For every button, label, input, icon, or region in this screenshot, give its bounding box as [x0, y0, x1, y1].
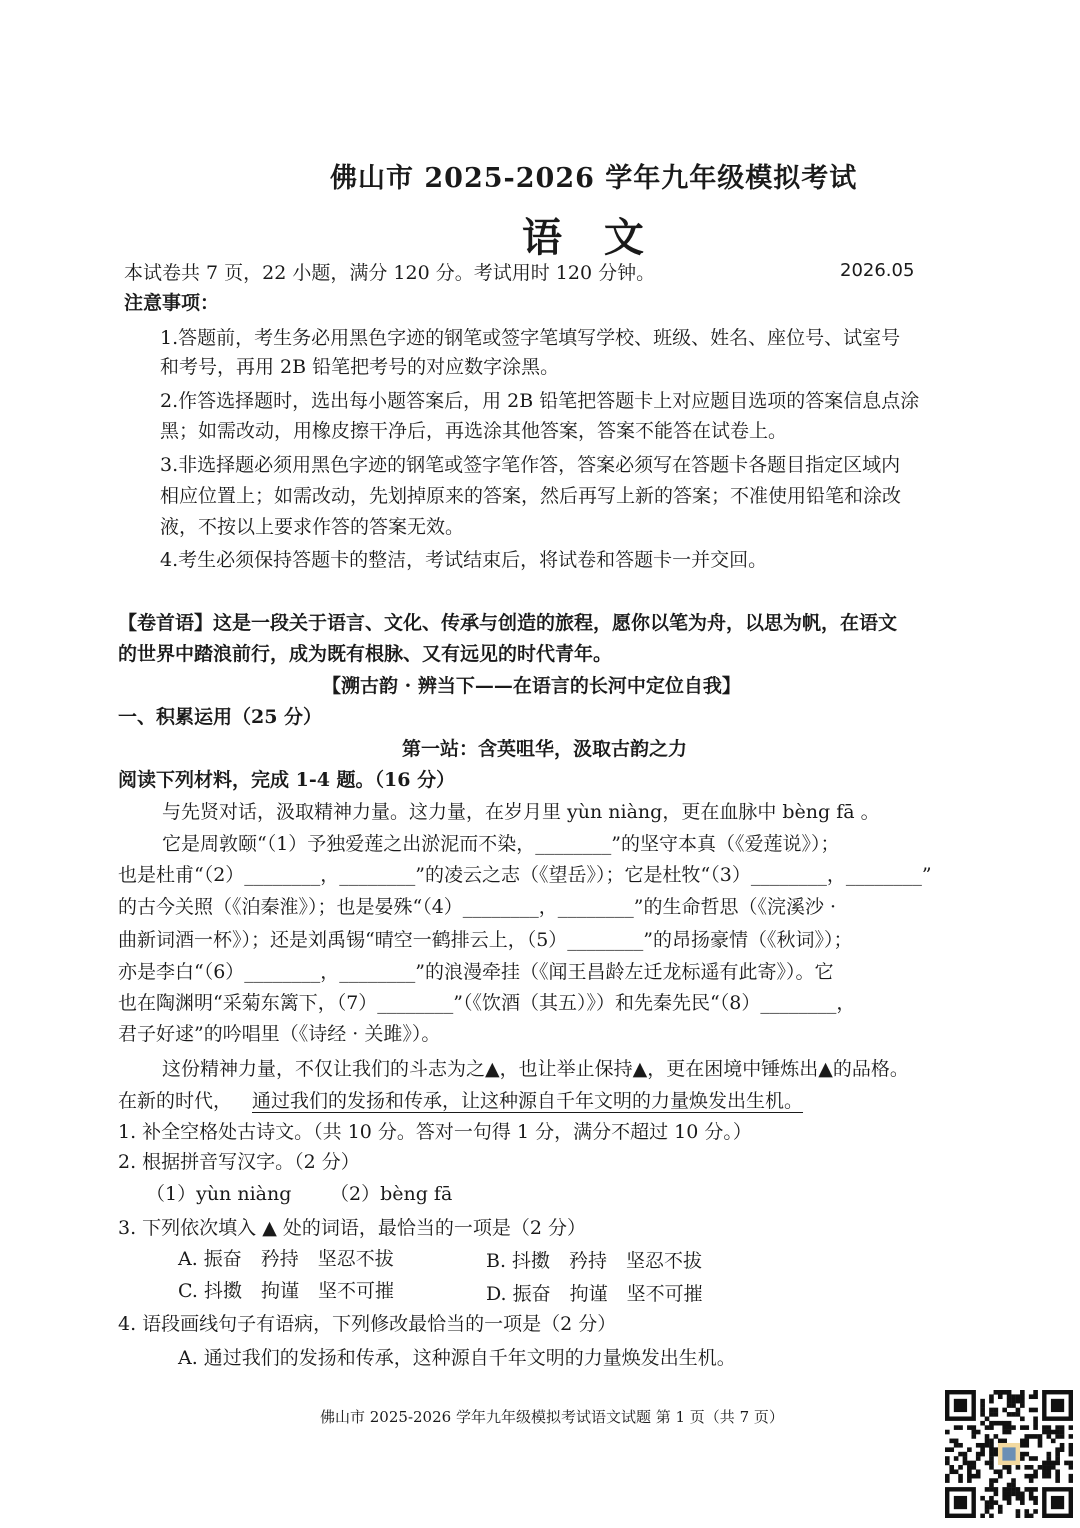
- question-2-item: （2）bèng fā: [330, 1183, 453, 1205]
- preface-line: 【卷首语】这是一段关于语言、文化、传承与创造的旅程，愿你以笔为舟，以思为帆，在语文: [118, 612, 898, 634]
- section-heading: 一、积累运用（25 分）: [118, 706, 323, 728]
- notice-line: 相应位置上；如需改动，先划掉原来的答案，然后再写上新的答案；不准使用铅笔和涂改: [160, 485, 902, 507]
- passage-line: 君子好逑”的吟唱里（《诗经 · 关雎》）。: [118, 1023, 441, 1045]
- page-footer: 佛山市 2025-2026 学年九年级模拟考试语文试题 第 1 页（共 7 页）: [320, 1408, 784, 1426]
- notice-line: 3.非选择题必须用黑色字迹的钢笔或签字笔作答，答案必须写在答题卡各题目指定区域内: [160, 454, 901, 476]
- underlined-sentence: 通过我们的发扬和传承，让这种源自千年文明的力量焕发出生机。: [252, 1090, 804, 1112]
- subject-title: 语 文: [522, 214, 658, 261]
- question-2-item: （1）yùn niàng: [146, 1183, 292, 1205]
- passage-line: 的古今关照（《泊秦淮》）；也是晏殊“（4）________，________”的生命哲思（《浣溪沙 ·: [118, 896, 837, 918]
- exam-title: 佛山市 2025-2026 学年九年级模拟考试: [330, 163, 858, 194]
- notice-heading: 注意事项：: [124, 292, 220, 314]
- question-1: 1. 补全空格处古诗文。（共 10 分。答对一句得 1 分，满分不超过 10 分。）: [118, 1121, 752, 1143]
- preface-theme: 【溯古韵 · 辨当下——在语言的长河中定位自我】: [322, 675, 741, 697]
- passage-line: 也是杜甫“（2）________，________”的凌云之志（《望岳》）；它是杜牧“（3）________，________”: [118, 864, 932, 886]
- notice-line: 1.答题前，考生务必用黑色字迹的钢笔或签字笔填写学校、班级、姓名、座位号、试室号: [160, 327, 901, 349]
- question-4-option-a: A. 通过我们的发扬和传承，这种源自千年文明的力量焕发出生机。: [178, 1347, 736, 1369]
- passage-line: 也在陶渊明“采菊东篱下，（7）________”（《饮酒（其五）》）和先秦先民“（8）________，: [118, 992, 856, 1014]
- notice-line: 2.作答选择题时，选出每小题答案后，用 2B 铅笔把答题卡上对应题目选项的答案信息点涂: [160, 390, 920, 412]
- notice-line: 和考号，再用 2B 铅笔把考号的对应数字涂黑。: [160, 356, 560, 378]
- question-3: 3. 下列依次填入 ▲ 处的词语，最恰当的一项是（2 分）: [118, 1217, 586, 1239]
- exam-date: 2026.05: [840, 260, 915, 281]
- passage-line: 与先贤对话，汲取精神力量。这力量，在岁月里 yùn niàng，更在血脉中 bèng fā 。: [162, 801, 880, 823]
- passage-line: 在新的时代，: [118, 1090, 233, 1112]
- station-title: 第一站：含英咀华，汲取古韵之力: [402, 738, 688, 760]
- notice-line: 黑；如需改动，用橡皮擦干净后，再选涂其他答案，答案不能答在试卷上。: [160, 420, 788, 442]
- question-3-option-d: D. 振奋 拘谨 坚不可摧: [486, 1283, 703, 1305]
- exam-info: 本试卷共 7 页，22 小题，满分 120 分。考试用时 120 分钟。: [124, 262, 656, 284]
- passage-line: 这份精神力量，不仅让我们的斗志为之▲，也让举止保持▲，更在困境中锤炼出▲的品格。: [162, 1058, 909, 1080]
- preface-line: 的世界中踏浪前行，成为既有根脉、又有远见的时代青年。: [118, 643, 613, 665]
- passage-line: 曲新词酒一杯》）；还是刘禹锡“晴空一鹤排云上，（5）________”的昂扬豪情（《秋词》）；: [118, 929, 853, 951]
- question-3-option-b: B. 抖擞 矜持 坚忍不拔: [486, 1250, 703, 1272]
- passage-line: 亦是李白“（6）________，________”的浪漫牵挂（《闻王昌龄左迁龙标遥有此寄》）。它: [118, 961, 834, 983]
- passage-line: 它是周敦颐“（1）予独爱莲之出淤泥而不染，________”的坚守本真（《爱莲说》）；: [162, 833, 840, 855]
- question-3-option-c: C. 抖擞 拘谨 坚不可摧: [178, 1280, 394, 1302]
- notice-line: 液，不按以上要求作答的答案无效。: [160, 516, 465, 538]
- question-4: 4. 语段画线句子有语病，下列修改最恰当的一项是（2 分）: [118, 1313, 617, 1335]
- question-3-option-a: A. 振奋 矜持 坚忍不拔: [178, 1248, 394, 1270]
- reading-instruction: 阅读下列材料，完成 1-4 题。（16 分）: [118, 769, 456, 791]
- qr-code-icon: [945, 1390, 1073, 1518]
- question-2: 2. 根据拼音写汉字。（2 分）: [118, 1151, 360, 1173]
- notice-line: 4.考生必须保持答题卡的整洁，考试结束后，将试卷和答题卡一并交回。: [160, 549, 768, 571]
